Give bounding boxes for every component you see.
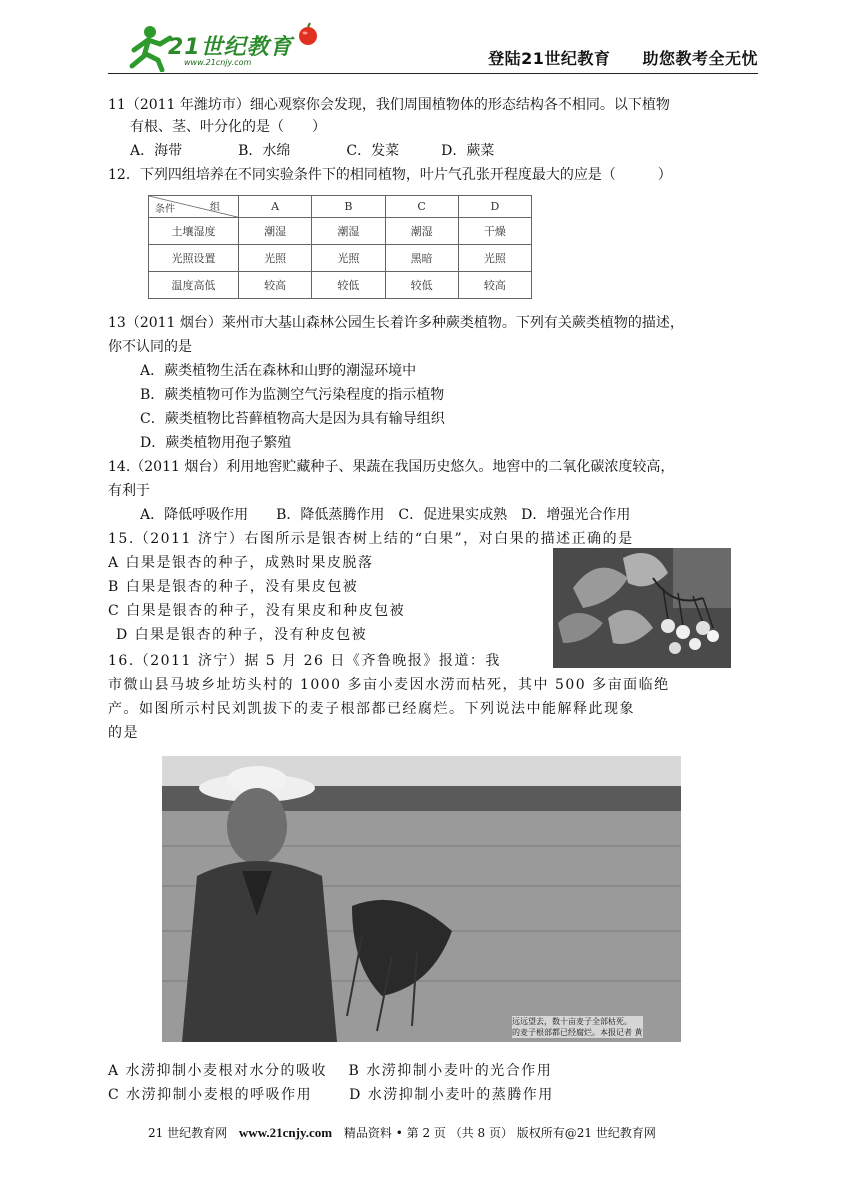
q15-option-c: C 白果是银杏的种子，没有果皮和种皮包被 [108, 603, 406, 619]
table-cell: 潮湿 [385, 218, 458, 245]
q14-line1: 14.（2011 烟台）利用地窖贮藏种子、果蔬在我国历史悠久。地窖中的二氧化碳浓度较高， [108, 459, 675, 475]
footer-site: 21 世纪教育网 [148, 1126, 228, 1140]
table-cell: 干燥 [458, 218, 531, 245]
q12-stem: 12．下列四组培养在不同实验条件下的相同植物，叶片气孔张开程度最大的应是（ ） [108, 167, 672, 183]
wheat-field-photo [162, 756, 681, 1042]
q13-line2: 你不认同的是 [108, 339, 192, 355]
row-label: 土壤湿度 [149, 218, 239, 245]
table-header-row [149, 196, 532, 218]
q15-option-d: D 白果是银杏的种子，没有种皮包被 [116, 627, 368, 643]
logo-url: www.21cnjy.com [184, 58, 252, 67]
table-row [149, 245, 532, 272]
condition-table [148, 195, 532, 299]
q15-stem: 15.（2011 济宁）右图所示是银杏树上结的“白果”，对白果的描述正确的是 [108, 531, 634, 547]
caption-line2: 的麦子根部都已经腐烂。本报记者 黄 [512, 1028, 643, 1037]
q16-line3: 产。如图所示村民刘凯拔下的麦子根部都已经腐烂。下列说法中能解释此现象 [108, 701, 635, 717]
page-header [108, 20, 758, 74]
table-cell: 潮湿 [312, 218, 385, 245]
column-header: A [239, 196, 312, 218]
row-label: 光照设置 [149, 245, 239, 272]
logo[interactable] [120, 22, 320, 72]
q13-option-a: A．蕨类植物生活在森林和山野的潮湿环境中 [140, 363, 417, 379]
corner-top-label: 组 [210, 202, 220, 213]
table-cell: 光照 [458, 245, 531, 272]
table-cell: 较低 [312, 272, 385, 299]
column-header: B [312, 196, 385, 218]
q13-option-b: B．蕨类植物可作为监测空气污染程度的指示植物 [140, 387, 445, 403]
logo-text: 21世纪教育 [168, 35, 293, 60]
table-corner-cell [149, 196, 239, 218]
tagline-right: 助您教考全无忧 [642, 49, 758, 68]
q16-line1: 16.（2011 济宁）据 5 月 26 日《齐鲁晚报》报道：我 [108, 653, 501, 669]
table-row [149, 218, 532, 245]
q16-options-row2: C 水涝抑制小麦根的呼吸作用 D 水涝抑制小麦叶的蒸腾作用 [108, 1087, 554, 1103]
header-tagline [488, 46, 758, 69]
apple-icon [296, 22, 320, 46]
table-cell: 较高 [458, 272, 531, 299]
table-cell: 光照 [312, 245, 385, 272]
q16-line2: 市微山县马坡乡址坊头村的 1000 多亩小麦因水涝而枯死，其中 500 多亩面临绝 [108, 677, 670, 693]
q11-line1: 11（2011 年潍坊市）细心观察你会发现，我们周围植物体的形态结构各不相同。以下植物 [108, 97, 670, 113]
caption-line1: 远远望去，数十亩麦子全部枯死。 [512, 1017, 632, 1026]
q14-options: A．降低呼吸作用 B．降低蒸腾作用 C．促进果实成熟 D．增强光合作用 [140, 507, 631, 523]
q16-options-row1: A 水涝抑制小麦根对水分的吸收 B 水涝抑制小麦叶的光合作用 [108, 1063, 553, 1079]
q14-line2: 有利于 [108, 483, 150, 499]
table-cell: 较高 [239, 272, 312, 299]
column-header: C [385, 196, 458, 218]
q13-option-d: D．蕨类植物用孢子繁殖 [140, 435, 292, 451]
page-footer [148, 1124, 656, 1141]
table-cell: 较低 [385, 272, 458, 299]
table-row [149, 272, 532, 299]
q11-options: A．海带 B．水绵 C．发菜 D．蕨菜 [130, 143, 495, 159]
column-header: D [458, 196, 531, 218]
q16-line4: 的是 [108, 725, 139, 741]
q13-line1: 13（2011 烟台）莱州市大基山森林公园生长着许多种蕨类植物。下列有关蕨类植物的描述， [108, 315, 684, 331]
photo-caption [512, 1016, 643, 1038]
footer-info: 精品资料 • 第 2 页 （共 8 页） 版权所有@21 世纪教育网 [343, 1126, 656, 1140]
row-label: 温度高低 [149, 272, 239, 299]
footer-url[interactable]: www.21cnjy.com [238, 1125, 333, 1140]
ginkgo-photo [553, 548, 731, 668]
table-cell: 潮湿 [239, 218, 312, 245]
corner-bottom-label: 条件 [155, 204, 175, 216]
q15-option-a: A 白果是银杏的种子，成熟时果皮脱落 [108, 555, 374, 571]
tagline-left: 登陆21世纪教育 [488, 49, 611, 68]
table-cell: 光照 [239, 245, 312, 272]
q15-option-b: B 白果是银杏的种子，没有果皮包被 [108, 579, 359, 595]
q13-option-c: C．蕨类植物比苔藓植物高大是因为具有输导组织 [140, 411, 445, 427]
q11-line2: 有根、茎、叶分化的是（ ） [130, 119, 326, 135]
table-cell: 黑暗 [385, 245, 458, 272]
